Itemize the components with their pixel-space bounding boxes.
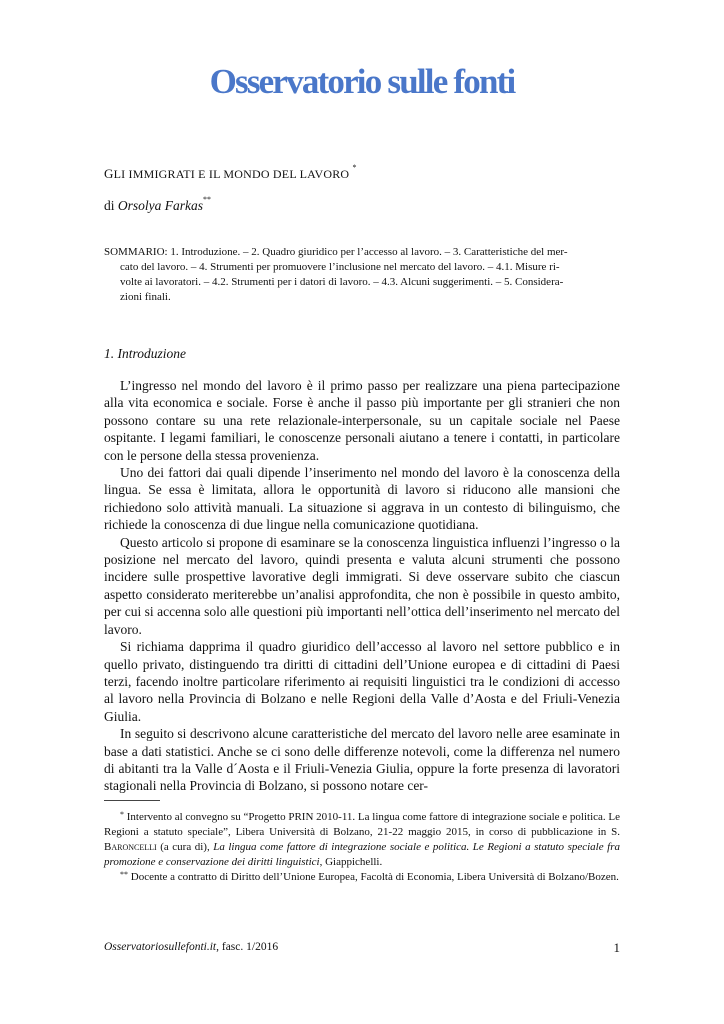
paragraph: In seguito si descrivono alcune caratteristiche del mercato del lavoro nelle aree esaminate in base a dati statistici. Anche se ci sono delle differenze notevoli, come la differenza nel numero di abitanti tra la Valle d´Aosta e il Friuli-Venezia Giulia, oppure la forte presenza di lavoratori stagionali nella Provincia di Bolzano, si possono notare cer- [104, 726, 620, 794]
footnote-mark: * [120, 810, 124, 819]
footnote-text: , Giappichelli. [319, 856, 383, 868]
summary-line: cato del lavoro. – 4. Strumenti per promuovere l’inclusione nel mercato del lavoro. – 4.1. Misure ri- [120, 261, 560, 273]
page-number: 1 [613, 940, 620, 955]
author-footnote-mark: ** [203, 195, 212, 204]
summary-line: SOMMARIO: 1. Introduzione. – 2. Quadro giuridico per l’accesso al lavoro. – 3. Caratteristiche del mer- [104, 246, 568, 258]
footer-site: Osservatoriosullefonti.it [104, 941, 217, 953]
footnote-mark: ** [120, 870, 128, 879]
page-footer [104, 941, 278, 953]
author-name: Orsolya Farkas [117, 198, 204, 213]
body-text [104, 377, 620, 795]
footnote-text: Docente a contratto di Diritto dell’Unione Europea, Facoltà di Economia, Libera Università di Bolzano/Bozen. [128, 871, 619, 883]
footer-issue: , fasc. 1/2016 [216, 941, 279, 953]
title-text: LI IMMIGRATI E IL MONDO DEL LAVORO [113, 167, 350, 181]
article-title [104, 163, 357, 182]
footnote-text: (a cura di), [156, 841, 214, 853]
footnote [104, 810, 620, 870]
footnotes [104, 810, 620, 885]
footnote [104, 870, 620, 885]
footnote-divider [104, 800, 160, 801]
journal-title: Osservatorio sulle fonti [209, 62, 515, 101]
byline [104, 195, 212, 214]
summary-line: volte ai lavoratori. – 4.2. Strumenti per i datori di lavoro. – 4.3. Alcuni suggerimenti. – 5. Considera- [120, 276, 564, 288]
paragraph: Uno dei fattori dai quali dipende l’inserimento nel mondo del lavoro è la conoscenza della lingua. Se essa è limitata, allora le opportunità di lavoro si riducono alle mansioni che richiedono solo attività manuali. La situazione si aggrava in un contesto di bilinguismo, che richiede la conoscenza di due lingue nella comunicazione quotidiana. [104, 465, 620, 533]
footnote-editor: Baroncelli [104, 841, 157, 853]
title-initial: G [104, 166, 114, 181]
title-footnote-mark: * [352, 163, 357, 172]
summary-line: zioni finali. [120, 291, 171, 303]
paragraph: L’ingresso nel mondo del lavoro è il primo passo per realizzare una piena partecipazione alla vita economica e sociale. Forse è anche il passo più importante per gli stranieri che non possono contare su una rete relazionale-interpersonale, su un capitale sociale nel Paese ospitante. I legami familiari, le conoscenze personali aiutano a tenere i contatti, in particolare con le persone della stessa provenienza. [104, 378, 620, 463]
byline-prefix: di [104, 198, 118, 213]
section-heading: 1. Introduzione [104, 346, 186, 361]
footnote-book-title: La lingua come fattore di integrazione sociale e politica. Le Regioni a statuto speciale fra promozione e conservazione dei diritti linguistici [104, 841, 620, 868]
paragraph: Si richiama dapprima il quadro giuridico dell’accesso al lavoro nel settore pubblico e in quello privato, distinguendo tra diritti di cittadini dell’Unione europea e di cittadini di Paesi terzi, facendo inoltre particolare riferimento ai requisiti linguistici tra le condizioni di accesso al lavoro nella Provincia di Bolzano e nelle Regioni della Valle d’Aosta e del Friuli-Venezia Giulia. [104, 639, 620, 724]
summary [104, 245, 620, 305]
paragraph: Questo articolo si propone di esaminare se la conoscenza linguistica influenzi l’ingresso o la posizione nel mercato del lavoro, quindi presenta e valuta alcuni strumenti che possono incidere sulle prospettive lavorative degli immigrati. Si deve osservare subito che ciascun aspetto considerato meriterebbe un’analisi approfondita, che non è possibile in questo ambito, per cui si accenna solo alle questioni più importanti nell’ottica dell’inserimento nel mercato del lavoro. [104, 534, 620, 637]
footnote-text: Intervento al convegno su “Progetto PRIN 2010-11. La lingua come fattore di integrazione sociale e politica. Le Regioni a statuto speciale”, Libera Università di Bolzano, 21-22 maggio 2015, in corso di pubblicazione in S. [104, 811, 620, 838]
